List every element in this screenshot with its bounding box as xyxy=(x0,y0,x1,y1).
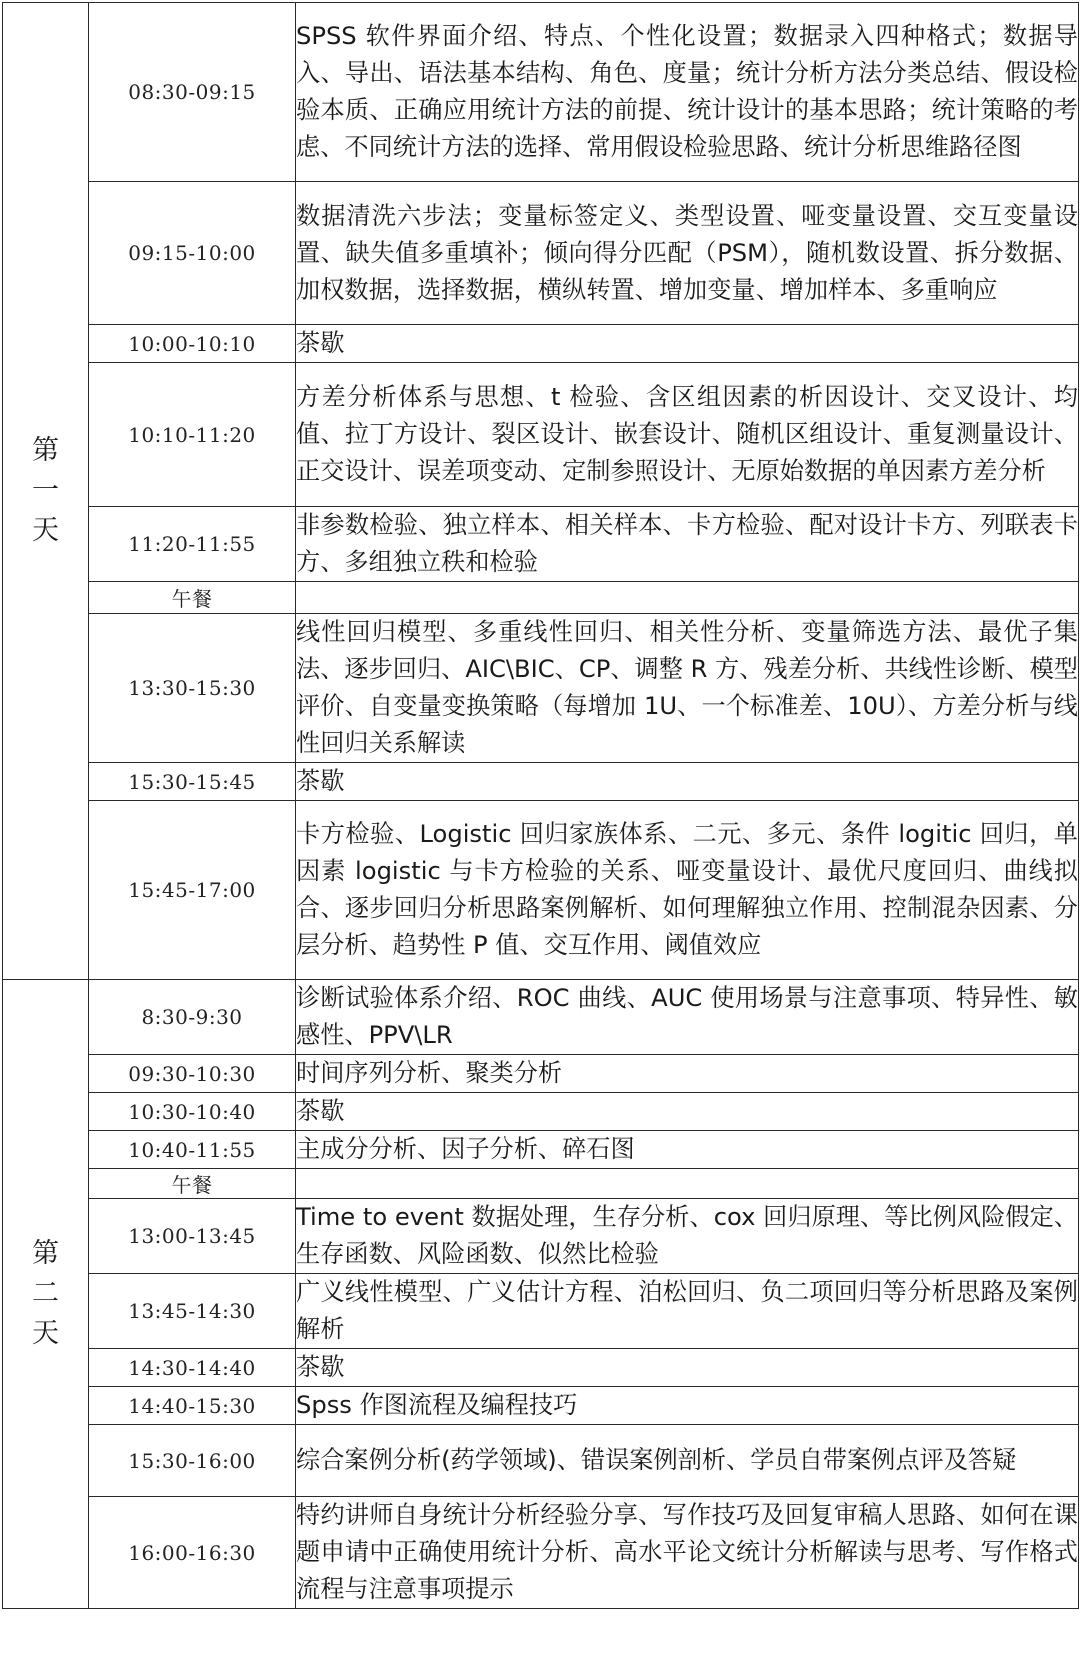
table-row xyxy=(3,1387,1079,1425)
content-cell: SPSS 软件界面介绍、特点、个性化设置；数据录入四种格式；数据导入、导出、语法基本结构、角色、度量；统计分析方法分类总结、假设检验本质、正确应用统计方法的前提、统计设计的基本思路；统计策略的考虑、不同统计方法的选择、常用假设检验思路、统计分析思维路径图 xyxy=(296,3,1079,182)
time-cell: 11:20-11:55 xyxy=(89,507,296,582)
content-cell: 线性回归模型、多重线性回归、相关性分析、变量筛选方法、最优子集法、逐步回归、AIC\BIC、CP、调整 R 方、残差分析、共线性诊断、模型评价、自变量变换策略（每增加 1U、一个标准差、10U）、方差分析与线性回归关系解读 xyxy=(296,614,1079,763)
time-cell: 10:00-10:10 xyxy=(89,325,296,363)
table-row xyxy=(3,614,1079,763)
day-two-cell xyxy=(3,980,89,1609)
table-row xyxy=(3,582,1079,614)
content-cell: 方差分析体系与思想、t 检验、含区组因素的析因设计、交叉设计、均值、拉丁方设计、裂区设计、嵌套设计、随机区组设计、重复测量设计、正交设计、误差项变动、定制参照设计、无原始数据的单因素方差分析 xyxy=(296,363,1079,507)
content-cell: 时间序列分析、聚类分析 xyxy=(296,1055,1079,1093)
content-cell: 特约讲师自身统计分析经验分享、写作技巧及回复审稿人思路、如何在课题申请中正确使用统计分析、高水平论文统计分析解读与思考、写作格式流程与注意事项提示 xyxy=(296,1497,1079,1609)
time-cell: 13:30-15:30 xyxy=(89,614,296,763)
content-cell: 主成分分析、因子分析、碎石图 xyxy=(296,1131,1079,1169)
table-row xyxy=(3,182,1079,325)
table-row xyxy=(3,1093,1079,1131)
time-cell: 08:30-09:15 xyxy=(89,3,296,182)
table-row xyxy=(3,1425,1079,1497)
day-one-cell xyxy=(3,3,89,980)
table-row xyxy=(3,325,1079,363)
time-cell: 14:40-15:30 xyxy=(89,1387,296,1425)
table-row xyxy=(3,1349,1079,1387)
time-cell: 16:00-16:30 xyxy=(89,1497,296,1609)
time-cell: 15:30-15:45 xyxy=(89,763,296,801)
day-label: 第一天 xyxy=(32,435,59,546)
table-row xyxy=(3,1497,1079,1609)
day-label: 第二天 xyxy=(32,1238,59,1349)
table-row xyxy=(3,3,1079,182)
time-cell: 午餐 xyxy=(89,582,296,614)
time-cell: 10:40-11:55 xyxy=(89,1131,296,1169)
table-row xyxy=(3,363,1079,507)
time-cell: 13:45-14:30 xyxy=(89,1274,296,1349)
content-cell: 非参数检验、独立样本、相关样本、卡方检验、配对设计卡方、列联表卡方、多组独立秩和检验 xyxy=(296,507,1079,582)
content-cell: 广义线性模型、广义估计方程、泊松回归、负二项回归等分析思路及案例解析 xyxy=(296,1274,1079,1349)
time-cell: 13:00-13:45 xyxy=(89,1199,296,1274)
content-cell: 卡方检验、Logistic 回归家族体系、二元、多元、条件 logitic 回归，单因素 logistic 与卡方检验的关系、哑变量设计、最优尺度回归、曲线拟合、逐步回归分析思路案例解析、如何理解独立作用、控制混杂因素、分层分析、趋势性 P 值、交互作用、阈值效应 xyxy=(296,801,1079,980)
content-cell xyxy=(296,582,1079,614)
time-cell: 8:30-9:30 xyxy=(89,980,296,1055)
table-row xyxy=(3,980,1079,1055)
table-row xyxy=(3,1169,1079,1199)
time-cell: 午餐 xyxy=(89,1169,296,1199)
table-row xyxy=(3,1199,1079,1274)
content-cell: 数据清洗六步法；变量标签定义、类型设置、哑变量设置、交互变量设置、缺失值多重填补；倾向得分匹配（PSM），随机数设置、拆分数据、加权数据，选择数据，横纵转置、增加变量、增加样本、多重响应 xyxy=(296,182,1079,325)
time-cell: 09:15-10:00 xyxy=(89,182,296,325)
table-row xyxy=(3,763,1079,801)
time-cell: 15:30-16:00 xyxy=(89,1425,296,1497)
content-cell: 茶歇 xyxy=(296,325,1079,363)
table-row xyxy=(3,1274,1079,1349)
time-cell: 09:30-10:30 xyxy=(89,1055,296,1093)
table-row xyxy=(3,801,1079,980)
content-cell: 茶歇 xyxy=(296,1093,1079,1131)
time-cell: 10:30-10:40 xyxy=(89,1093,296,1131)
table-row xyxy=(3,1055,1079,1093)
table-row xyxy=(3,507,1079,582)
time-cell: 10:10-11:20 xyxy=(89,363,296,507)
content-cell: 诊断试验体系介绍、ROC 曲线、AUC 使用场景与注意事项、特异性、敏感性、PPV\LR xyxy=(296,980,1079,1055)
content-cell: 茶歇 xyxy=(296,763,1079,801)
content-cell: Time to event 数据处理，生存分析、cox 回归原理、等比例风险假定、生存函数、风险函数、似然比检验 xyxy=(296,1199,1079,1274)
content-cell: 茶歇 xyxy=(296,1349,1079,1387)
time-cell: 15:45-17:00 xyxy=(89,801,296,980)
time-cell: 14:30-14:40 xyxy=(89,1349,296,1387)
content-cell: 综合案例分析(药学领域)、错误案例剖析、学员自带案例点评及答疑 xyxy=(296,1425,1079,1497)
content-cell xyxy=(296,1169,1079,1199)
content-cell: Spss 作图流程及编程技巧 xyxy=(296,1387,1079,1425)
schedule-table xyxy=(2,2,1079,1609)
table-row xyxy=(3,1131,1079,1169)
